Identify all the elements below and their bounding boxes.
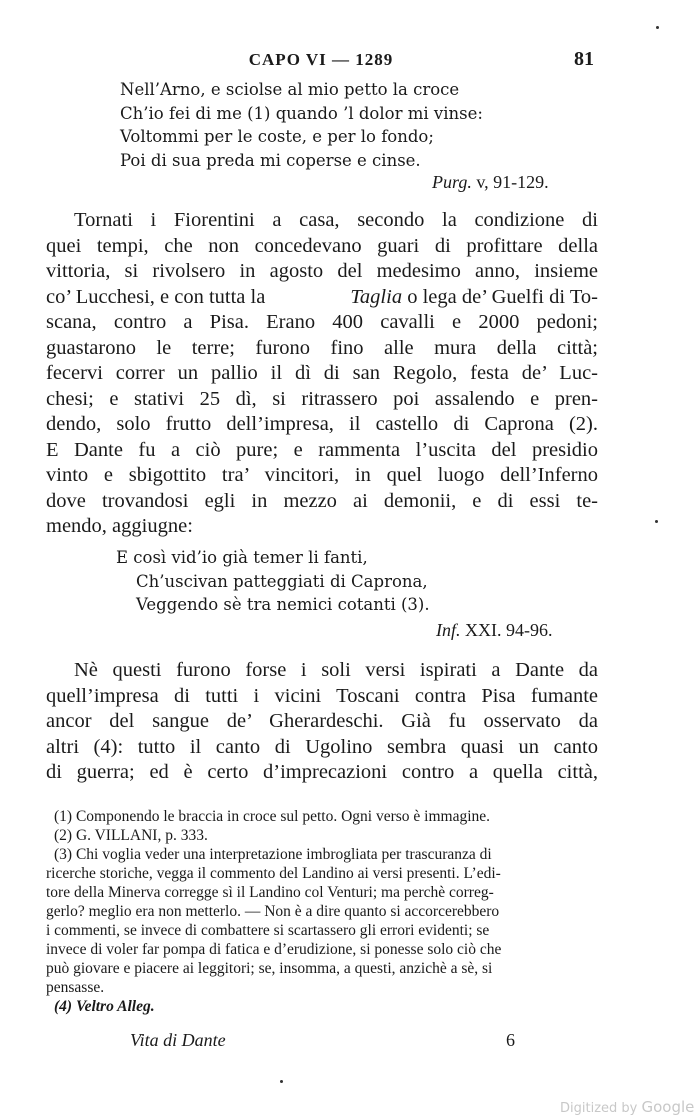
verse-line: E così vid’io già temer li fanti, <box>116 548 368 567</box>
text-line: altri (4): tutto il canto di Ugolino sembra quasi un canto <box>46 735 598 758</box>
citation-work: Purg. <box>432 172 472 192</box>
text-line: di guerra; ed è certo d’imprecazioni contro a quella città, <box>46 761 598 783</box>
footnotes <box>46 807 598 1016</box>
text-line: Nè questi furono forse i soli versi ispirati a Dante da <box>74 659 598 681</box>
citation-reference: XXI. 94-96. <box>460 620 553 640</box>
text-fragment: o lega de’ Guelfi di To- <box>402 285 598 308</box>
footnote-3-line: ricerche storiche, vegga il commento del Landino ai versi presenti. L’edi- <box>46 865 501 882</box>
text-fragment <box>350 285 598 311</box>
footnote-1: (1) Componendo le braccia in croce sul petto. Ogni verso è immagine. <box>54 808 491 825</box>
signature-title: Vita di Dante <box>130 1030 226 1050</box>
page-header <box>46 50 596 74</box>
speck-mark <box>656 26 659 29</box>
text-line: chesi; e stativi 25 dì, si ritrassero poi assalendo e pren- <box>46 387 598 410</box>
footnote-3-line: tore della Minerva corregge sì il Landino col Venturi; ma perchè correg- <box>46 884 494 901</box>
verse-quotation-purgatorio <box>120 78 580 172</box>
text-line: quell’impresa di tutti i vicini Toscani contra Pisa fumante <box>46 684 598 707</box>
text-line: scana, contro a Pisa. Erano 400 cavalli e 2000 pedoni; <box>46 311 598 333</box>
verse-citation-inferno <box>436 620 553 641</box>
footnote-4: (4) Veltro Alleg. <box>54 998 155 1015</box>
text-line: mendo, aggiugne: <box>46 515 193 537</box>
text-line: ancor del sangue de’ Gherardeschi. Già fu osservato da <box>46 710 598 732</box>
verse-citation-purgatorio <box>432 172 549 193</box>
text-line: quei tempi, che non concedevano guari di profittare della <box>46 234 598 257</box>
taglia-term: Taglia <box>350 285 403 308</box>
text-line: Tornati i Fiorentini a casa, secondo la condizione di <box>74 209 598 231</box>
verse-line: Voltommi per le coste, e per lo fondo; <box>120 127 434 146</box>
footnote-3-line: i commenti, se invece di combattere si scartassero gli errori evidenti; se <box>46 922 490 939</box>
paragraph-2 <box>46 658 598 786</box>
signature-mark: 6 <box>506 1030 515 1050</box>
citation-work: Inf. <box>436 620 461 640</box>
footnote-2: (2) G. VILLANI, p. 333. <box>54 827 208 844</box>
text-line: dendo, solo frutto dell’impresa, il castello di Caprona (2). <box>46 413 598 435</box>
watermark-prefix: Digitized by <box>560 1101 642 1116</box>
speck-mark <box>655 520 658 523</box>
footnote-3-line: pensasse. <box>46 979 105 996</box>
verse-line: Veggendo sè tra nemici cotanti (3). <box>136 595 430 614</box>
verse-quotation-inferno <box>116 546 576 617</box>
text-line: vinto e sbigottito tra’ vincitori, in quel luogo dell’Inferno <box>46 464 598 486</box>
text-line: dove trovandosi egli in mezzo ai demonii, e di essi te- <box>46 489 598 512</box>
verse-line: Ch’uscivan patteggiati di Caprona, <box>136 571 428 591</box>
verse-line: Ch’io fei di me (1) quando ’l dolor mi vinse: <box>120 103 483 123</box>
verse-line: Poi di sua preda mi coperse e cinse. <box>120 150 421 170</box>
text-line: guastarono le terre; furono fino alle mura della città; <box>46 336 598 359</box>
google-logo: Google <box>641 1098 695 1116</box>
paragraph-1 <box>46 208 598 540</box>
footnote-3-line: gerlo? meglio era non metterlo. — Non è a dire quanto si accorcerebbero <box>46 903 500 920</box>
page-number: 81 <box>574 48 594 70</box>
footnote-3-line: (3) Chi voglia veder una interpretazione imbrogliata per trascuranza di <box>54 846 492 863</box>
text-line <box>46 285 598 311</box>
digitized-watermark <box>560 1098 694 1116</box>
running-title: CAPO VI — 1289 <box>248 50 394 69</box>
text-line: E Dante fu a ciò pure; e rammenta l’uscita del presidio <box>46 438 598 461</box>
text-line: fecervi correr un pallio il dì di san Regolo, festa de’ Luc- <box>46 362 598 384</box>
text-line: vittoria, si rivolsero in agosto del medesimo anno, insieme <box>46 260 598 282</box>
footnote-3-line: invece di voler far pompa di fatica e d’erudizione, si ponesse solo ciò che <box>46 941 502 958</box>
footnote-3-line: può giovare e piacere ai leggitori; se, insomma, a questi, anzichè a sè, si <box>46 960 493 977</box>
citation-reference: v, 91-129. <box>471 172 549 192</box>
speck-mark <box>280 1080 283 1083</box>
verse-line: Nell’Arno, e sciolse al mio petto la croce <box>120 80 460 99</box>
text-fragment: co’ Lucchesi, e con tutta la <box>46 285 266 308</box>
